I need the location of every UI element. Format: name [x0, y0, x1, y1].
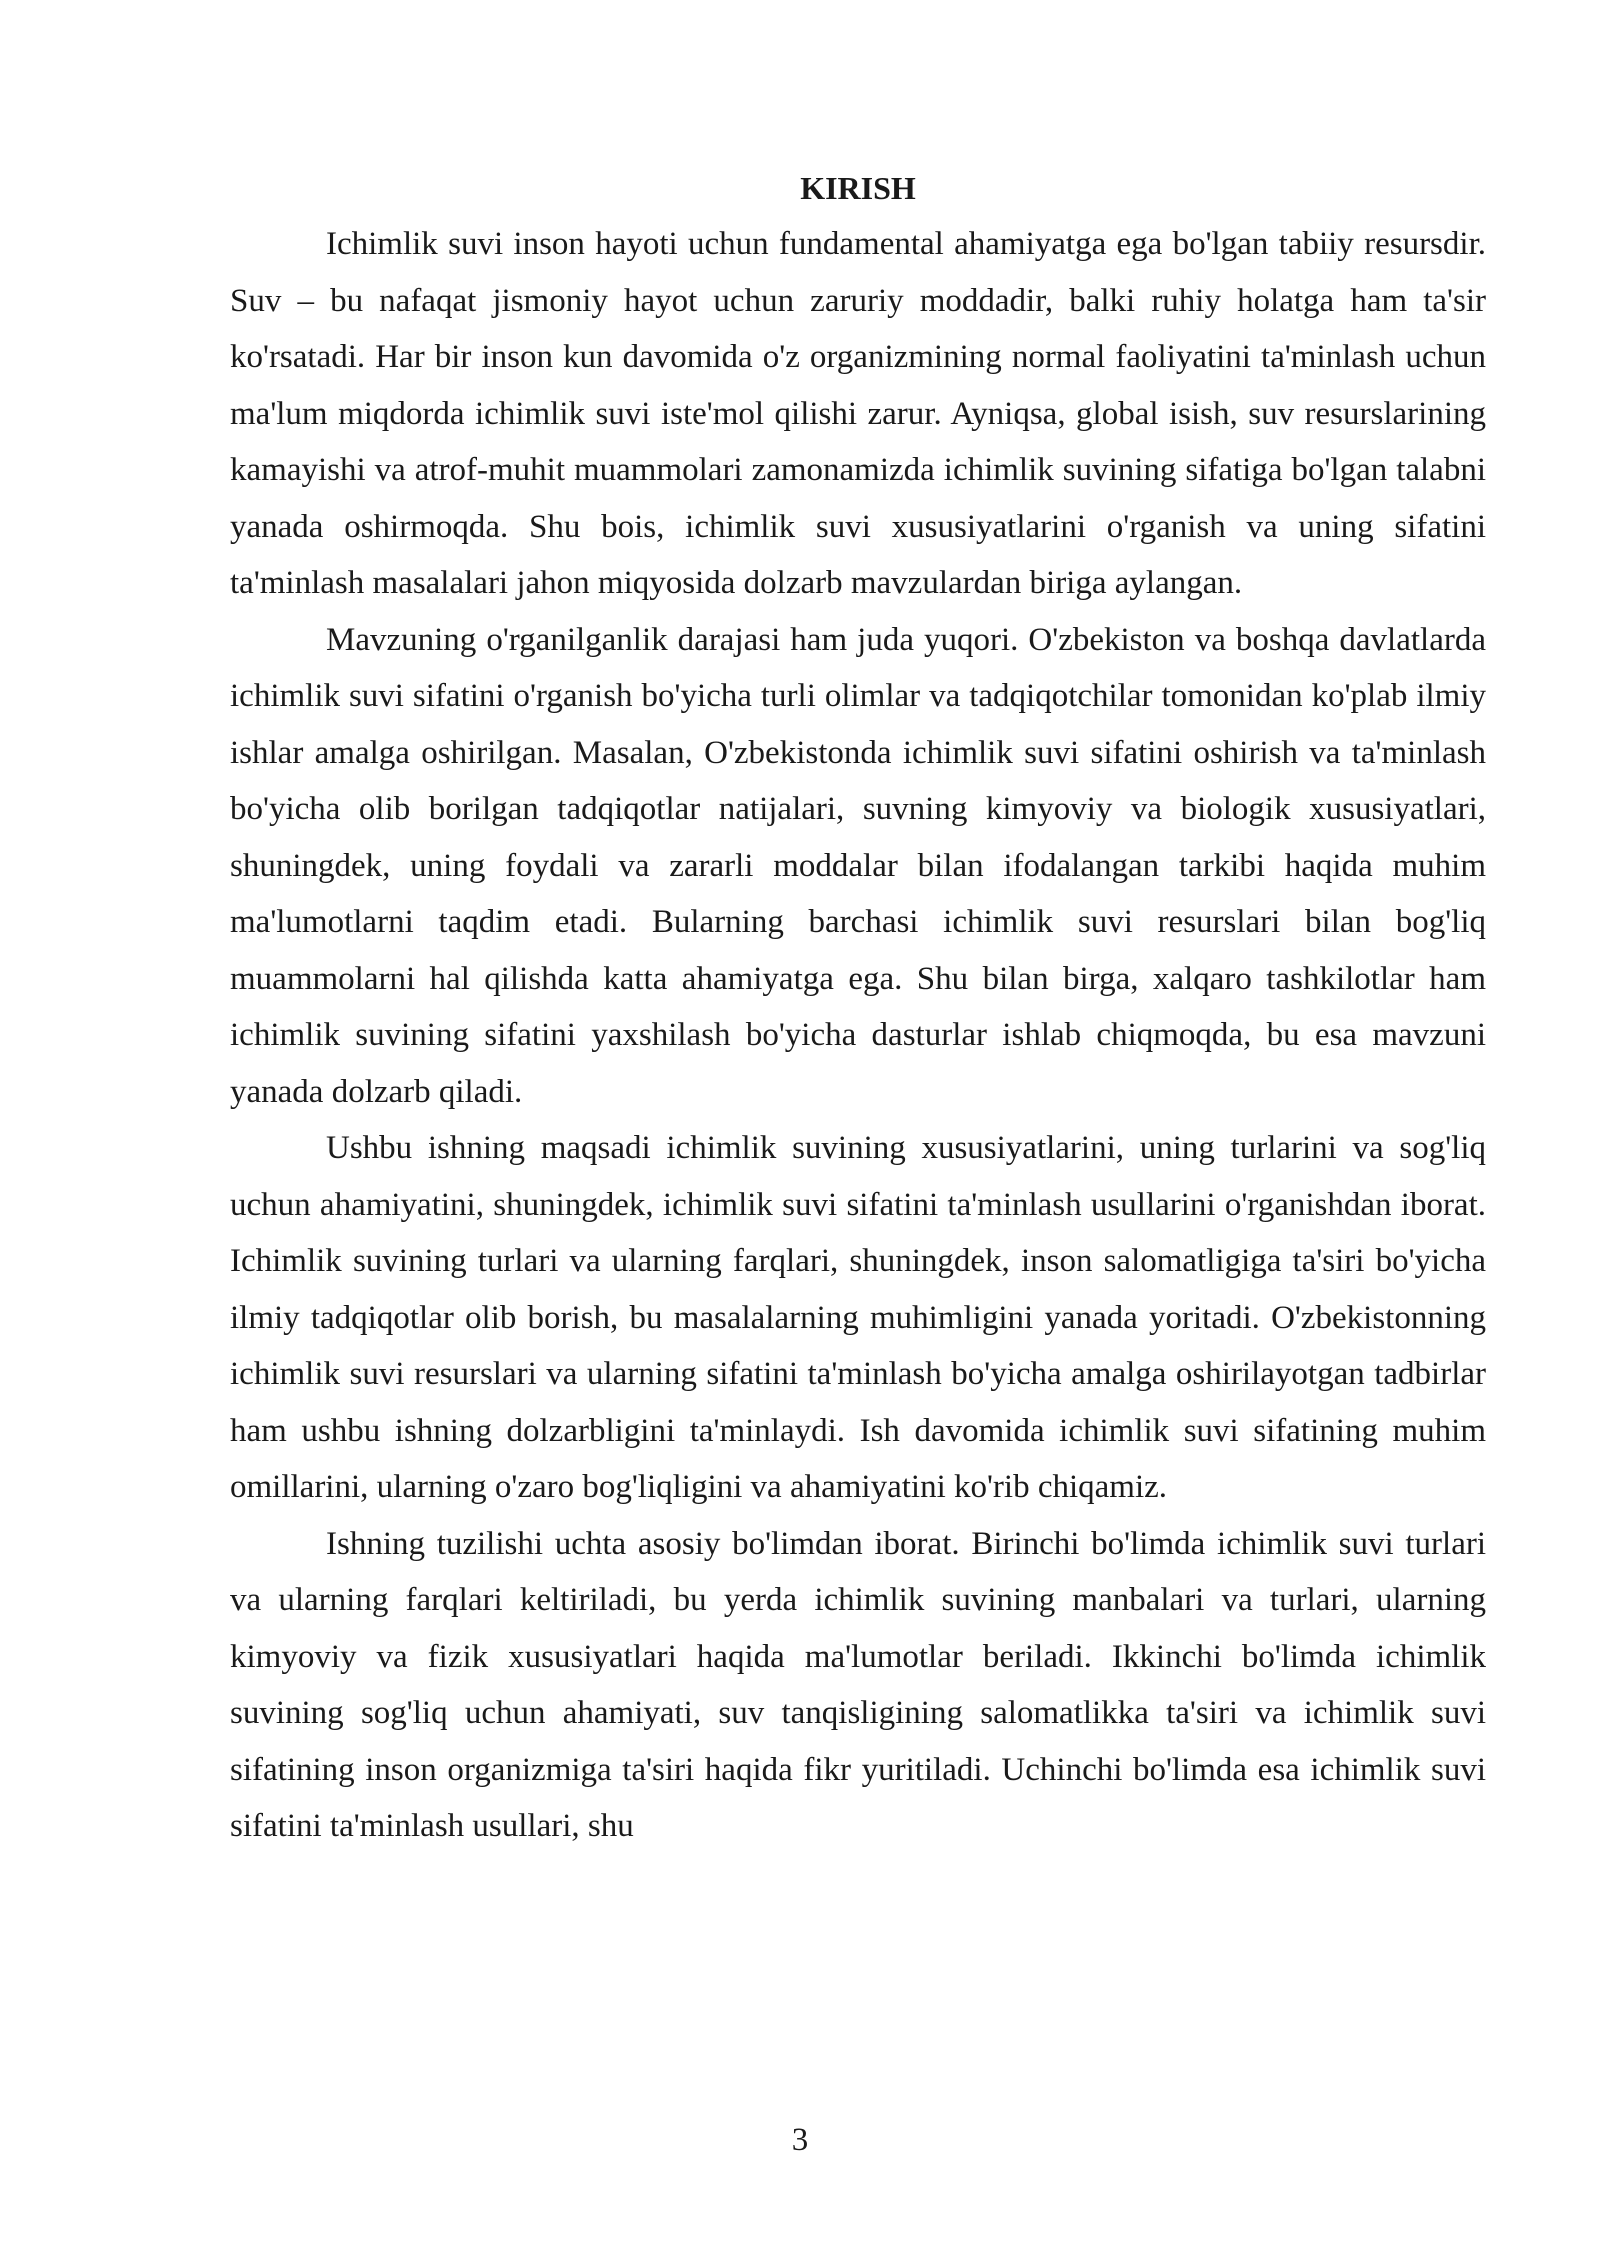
paragraph-study-level: Mavzuning o'rganilganlik darajasi ham juda yuqori. O'zbekiston va boshqa davlatlarda ichimlik suvi sifatini o'rganish bo'yicha turli olimlar va tadqiqotchilar tomonidan ko'plab ilmiy ishlar amalga oshirilgan. Masalan, O'zbekistonda ichimlik suvi sifatini oshirish va ta'minlash bo'yicha olib borilgan tadqiqotlar natijalari, suvning kimyoviy va biologik xususiyatlari, shuningdek, uning foydali va zararli moddalar bilan ifodalangan tarkibi haqida muhim ma'lumotlarni taqdim etadi. Bularning barchasi ichimlik suvi resurslari bilan bog'liq muammolarni hal qilishda katta ahamiyatga ega. Shu bilan birga, xalqaro tashkilotlar ham ichimlik suvining sifatini yaxshilash bo'yicha dasturlar ishlab chiqmoqda, bu esa mavzuni yanada dolzarb qiladi. — [230, 621, 1486, 1110]
paragraph-intro: Ichimlik suvi inson hayoti uchun fundamental ahamiyatga ega bo'lgan tabiiy resursdir. Suv – bu nafaqat jismoniy hayot uchun zaruriy moddadir, balki ruhiy holatga ham ta'sir ko'rsatadi. Har bir inson kun davomida o'z organizmining normal faoliyatini ta'minlash uchun ma'lum miqdorda ichimlik suvi iste'mol qilishi zarur. Ayniqsa, global isish, suv resurslarining kamayishi va atrof-muhit muammolari zamonamizda ichimlik suvining sifatiga bo'lgan talabni yanada oshirmoqda. Shu bois, ichimlik suvi xususiyatlarini o'rganish va uning sifatini ta'minlash masalalari jahon miqyosida dolzarb mavzulardan biriga aylangan. — [230, 226, 1486, 601]
page-number: 3 — [791, 2122, 809, 2158]
page-content — [230, 160, 1486, 1855]
paragraph-structure: Ishning tuzilishi uchta asosiy bo'limdan iborat. Birinchi bo'limda ichimlik suvi turlari va ularning farqlari keltiriladi, bu yerda ichimlik suvining manbalari va turlari, ularning kimyoviy va fizik xususiyatlari haqida ma'lumotlar beriladi. Ikkinchi bo'limda ichimlik suvining sog'liq uchun ahamiyati, suv tanqisligining salomatlikka ta'siri va ichimlik suvi sifatining inson organizmiga ta'siri haqida fikr yuritiladi. Uchinchi bo'limda esa ichimlik suvi sifatini ta'minlash usullari, shu — [230, 1525, 1486, 1844]
section-title: KIRISH — [800, 170, 916, 206]
paragraph-goal: Ushbu ishning maqsadi ichimlik suvining xususiyatlarini, uning turlarini va sog'liq uchun ahamiyatini, shuningdek, ichimlik suvi sifatini ta'minlash usullarini o'rganishdan iborat. Ichimlik suvining turlari va ularning farqlari, shuningdek, inson salomatligiga ta'siri bo'yicha ilmiy tadqiqotlar olib borish, bu masalalarning muhimligini yanada yoritadi. O'zbekistonning ichimlik suvi resurslari va ularning sifatini ta'minlash bo'yicha amalga oshirilayotgan tadbirlar ham ushbu ishning dolzarbligini ta'minlaydi. Ish davomida ichimlik suvi sifatining muhim omillarini, ularning o'zaro bog'liqligini va ahamiyatini ko'rib chiqamiz. — [230, 1130, 1486, 1505]
